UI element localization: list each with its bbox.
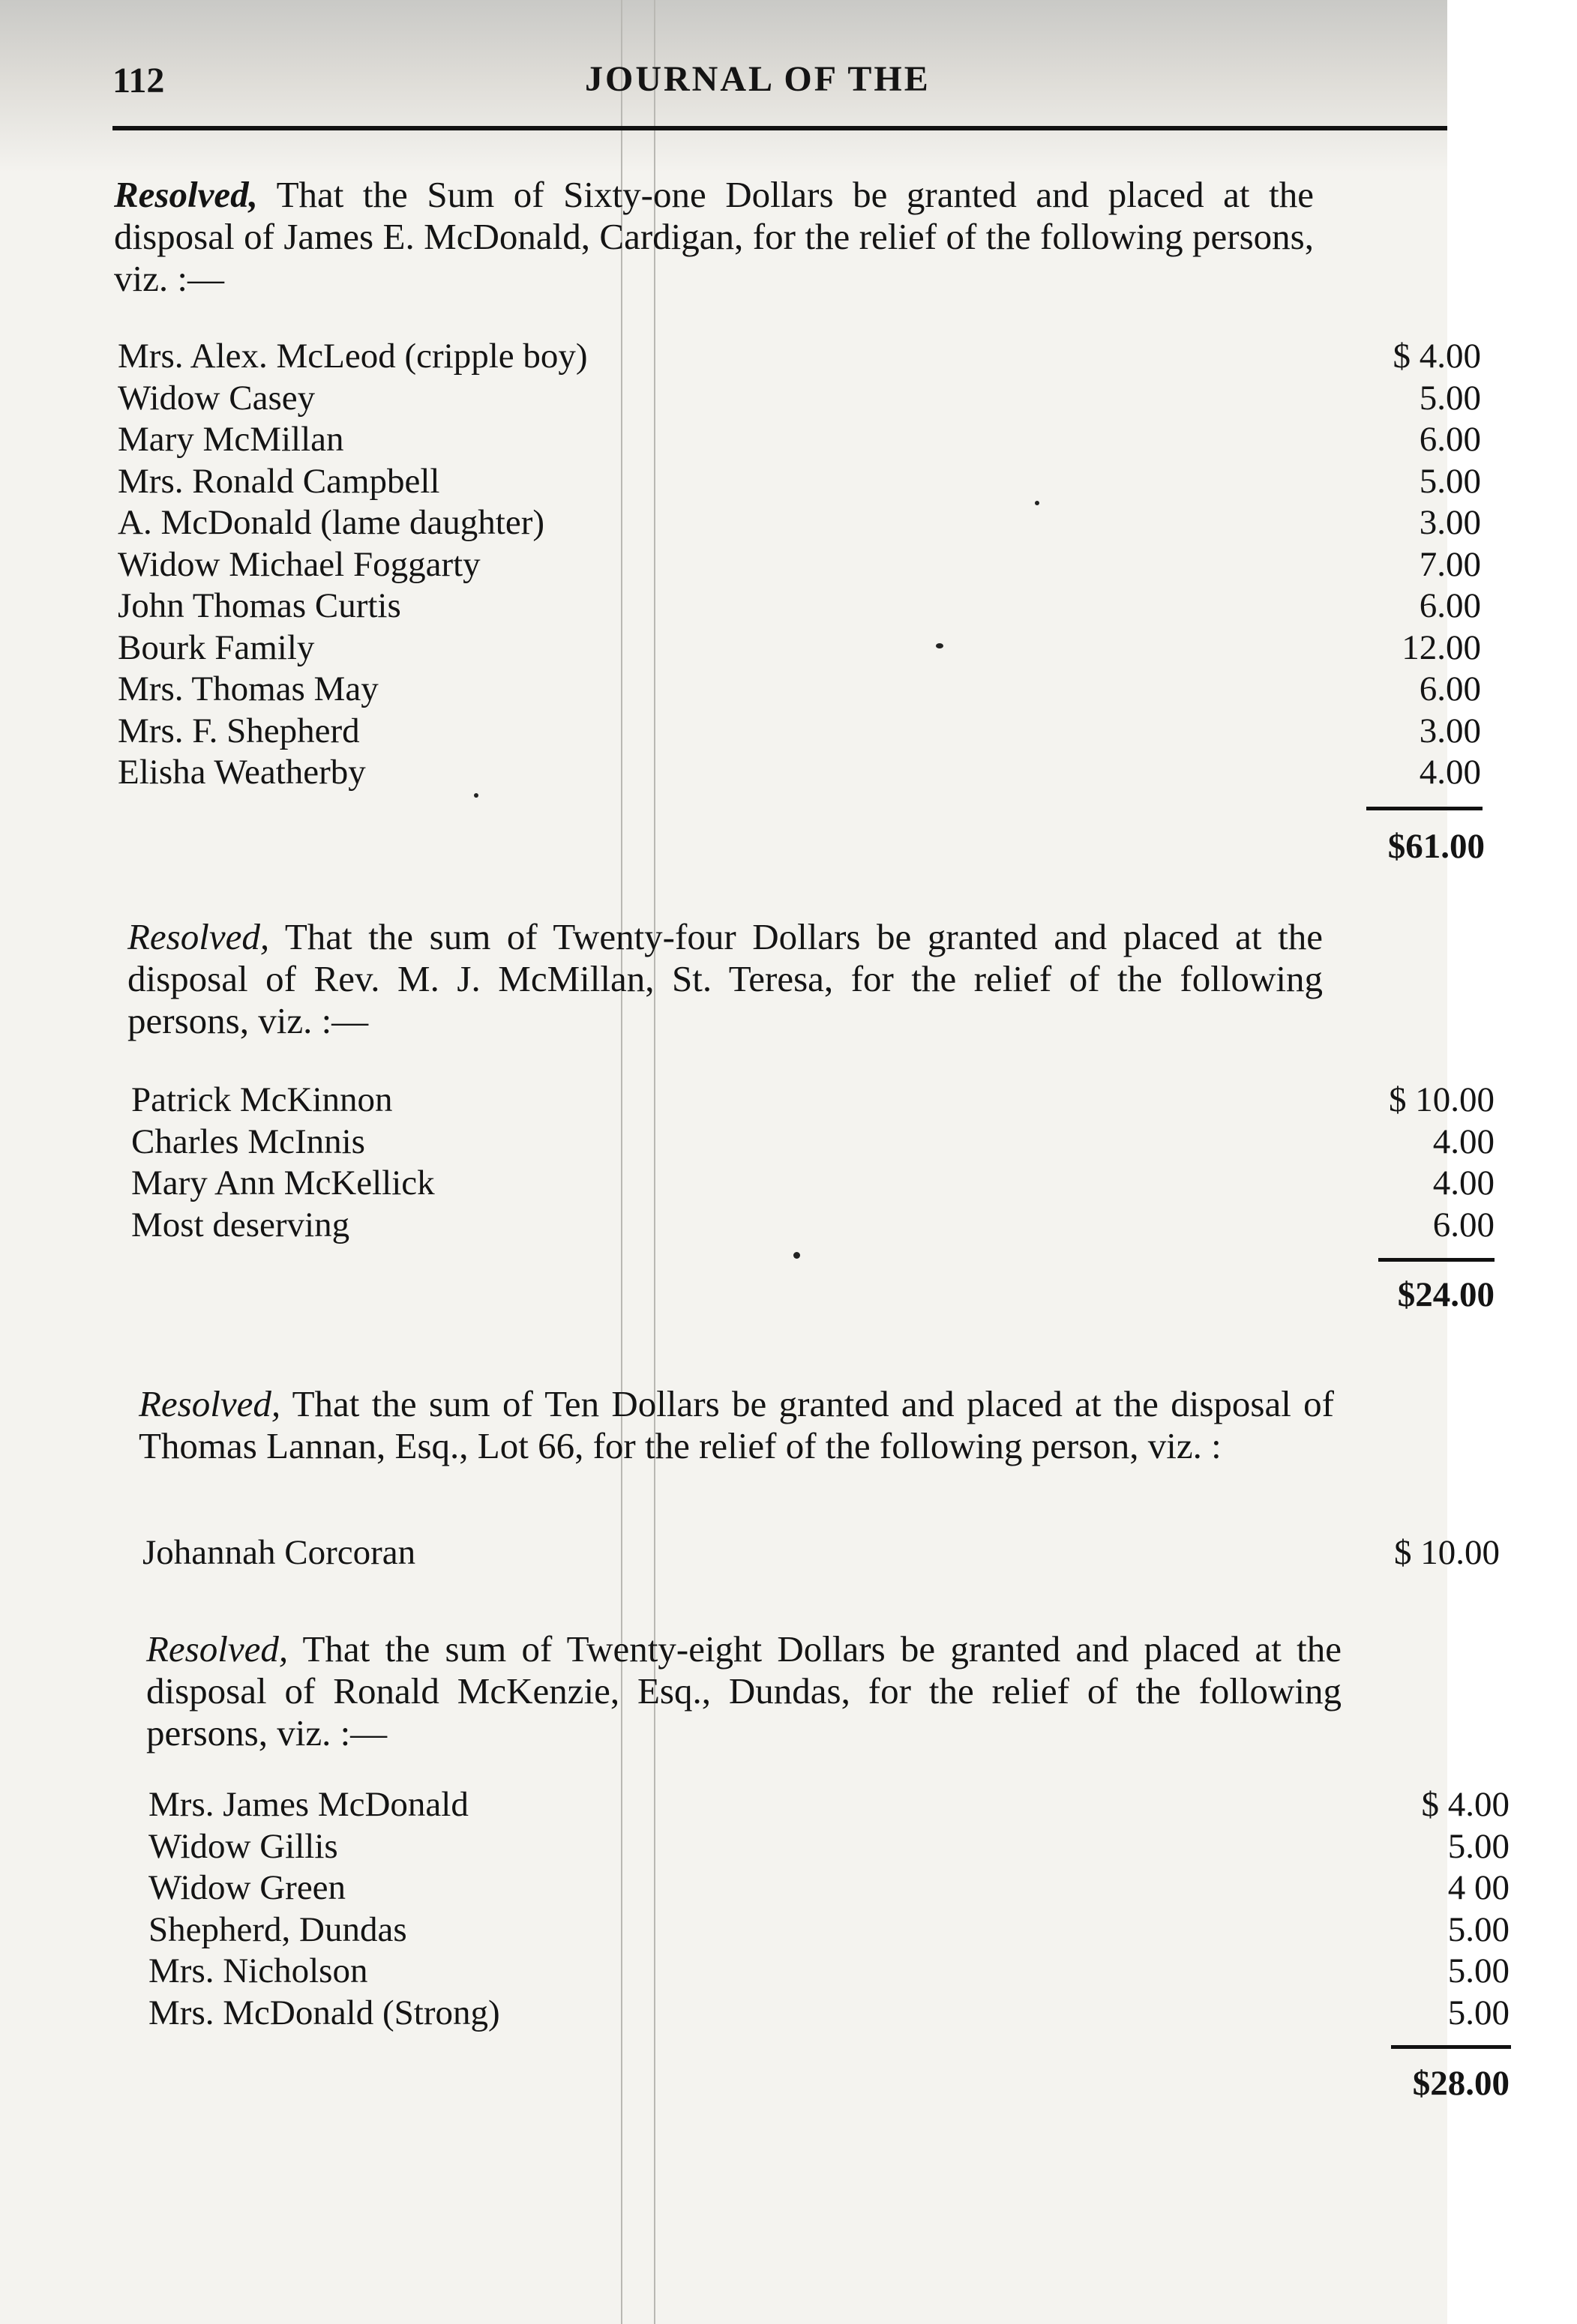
list-item: [118, 627, 1481, 669]
recipient-name: Mary Ann McKellick: [131, 1163, 435, 1202]
list-item: [148, 1826, 1510, 1868]
ink-speck: [474, 793, 478, 798]
recipient-name: Widow Casey: [118, 378, 316, 418]
recipient-name: Widow Green: [148, 1868, 346, 1907]
resolution-paragraph: [139, 1383, 1334, 1467]
resolution-paragraph: [146, 1628, 1342, 1754]
amount: 4.00: [1419, 753, 1481, 792]
amount: 4.00: [1432, 1163, 1495, 1202]
amount: 12.00: [1402, 627, 1481, 667]
recipient-name: Mrs. Ronald Campbell: [118, 461, 440, 501]
list-item: [118, 419, 1481, 461]
amount: 3.00: [1419, 503, 1481, 542]
recipient-name: A. McDonald (lame daughter): [118, 503, 545, 542]
section-total: $28.00: [1412, 2064, 1510, 2103]
recipient-name: Mrs. McDonald (Strong): [148, 1993, 500, 2032]
resolution-text: That the sum of Twenty-four Dollars be granted and placed at the disposal of Rev. M. J. McMillan, St. Teresa, for the relief of the following persons, viz. :—: [127, 916, 1323, 1041]
recipient-name: John Thomas Curtis: [118, 586, 401, 625]
list-item: [118, 711, 1481, 753]
list-item: [131, 1122, 1495, 1163]
amount: 5.00: [1419, 378, 1481, 418]
resolved-lead: Resolved,: [139, 1383, 281, 1424]
list-item: [118, 752, 1481, 794]
resolved-lead: Resolved,: [146, 1628, 289, 1670]
amount: $ 4.00: [1393, 337, 1481, 376]
amount: 6.00: [1419, 669, 1481, 708]
recipient-name: Mrs. James McDonald: [148, 1785, 469, 1824]
recipient-name: Johannah Corcoran: [142, 1533, 416, 1572]
relief-list: [142, 1532, 1500, 1574]
amount: 7.00: [1419, 544, 1481, 584]
relief-list: [148, 1784, 1510, 2034]
resolved-lead: Resolved,: [127, 916, 270, 957]
amount: 4 00: [1447, 1868, 1510, 1907]
resolution-paragraph: [114, 174, 1314, 300]
list-item: [148, 1909, 1510, 1951]
amount: 6.00: [1419, 586, 1481, 625]
list-item: [118, 669, 1481, 711]
amount: 5.00: [1447, 1993, 1510, 2032]
relief-list: [118, 336, 1481, 794]
resolution-text: That the sum of Twenty-eight Dollars be granted and placed at the disposal of Ronald McKenzie, Esq., Dundas, for the relief of the following persons, viz. :—: [146, 1628, 1342, 1753]
recipient-name: Mrs. Thomas May: [118, 669, 379, 708]
amount: 5.00: [1447, 1909, 1510, 1949]
sum-rule: [1391, 2045, 1511, 2049]
resolution-text: That the Sum of Sixty-one Dollars be granted and placed at the disposal of James E. McDonald, Cardigan, for the relief of the following persons, viz. :—: [114, 174, 1314, 299]
amount: 5.00: [1447, 1826, 1510, 1866]
list-item: [131, 1205, 1495, 1247]
list-item: [148, 1867, 1510, 1909]
header-rule: [112, 126, 1447, 130]
amount: 6.00: [1432, 1205, 1495, 1244]
ink-speck: [1035, 501, 1039, 505]
page-number: 112: [112, 61, 165, 100]
recipient-name: Mrs. Alex. McLeod (cripple boy): [118, 337, 588, 376]
list-item: [131, 1080, 1495, 1122]
running-head: JOURNAL OF THE: [585, 59, 931, 99]
amount: $ 4.00: [1421, 1785, 1510, 1824]
amount: 3.00: [1419, 711, 1481, 750]
amount: 5.00: [1419, 461, 1481, 501]
sum-rule: [1366, 807, 1483, 810]
list-item: [131, 1163, 1495, 1205]
ink-speck: [936, 643, 943, 648]
sum-rule: [1378, 1258, 1495, 1262]
recipient-name: Mrs. Nicholson: [148, 1951, 368, 1990]
recipient-name: Charles McInnis: [131, 1122, 365, 1161]
amount: 6.00: [1419, 420, 1481, 459]
amount: 5.00: [1447, 1951, 1510, 1990]
list-item: [148, 1784, 1510, 1826]
recipient-name: Mary McMillan: [118, 420, 344, 459]
list-item: [118, 461, 1481, 503]
recipient-name: Mrs. F. Shepherd: [118, 711, 360, 750]
resolution-paragraph: [127, 916, 1323, 1042]
list-item: [148, 1993, 1510, 2035]
amount: $ 10.00: [1389, 1080, 1495, 1119]
list-item: [118, 502, 1481, 544]
amount: $ 10.00: [1394, 1533, 1500, 1572]
list-item: [118, 378, 1481, 420]
resolution-text: That the sum of Ten Dollars be granted and placed at the disposal of Thomas Lannan, Esq., Lot 66, for the relief of the following person, viz. :: [139, 1383, 1334, 1466]
list-item: [118, 544, 1481, 586]
ink-speck: [793, 1252, 800, 1259]
recipient-name: Shepherd, Dundas: [148, 1909, 407, 1949]
recipient-name: Bourk Family: [118, 627, 315, 667]
page-header: [112, 52, 1447, 112]
list-item: [118, 336, 1481, 378]
section-total: $24.00: [1397, 1275, 1495, 1314]
recipient-name: Widow Gillis: [148, 1826, 338, 1866]
recipient-name: Patrick McKinnon: [131, 1080, 393, 1119]
relief-list: [131, 1080, 1495, 1246]
list-item: [142, 1532, 1500, 1574]
section-total: $61.00: [1387, 827, 1485, 866]
recipient-name: Most deserving: [131, 1205, 350, 1244]
recipient-name: Widow Michael Foggarty: [118, 544, 481, 584]
list-item: [118, 585, 1481, 627]
recipient-name: Elisha Weatherby: [118, 753, 366, 792]
amount: 4.00: [1432, 1122, 1495, 1161]
list-item: [148, 1951, 1510, 1993]
resolved-lead: Resolved,: [114, 174, 258, 215]
